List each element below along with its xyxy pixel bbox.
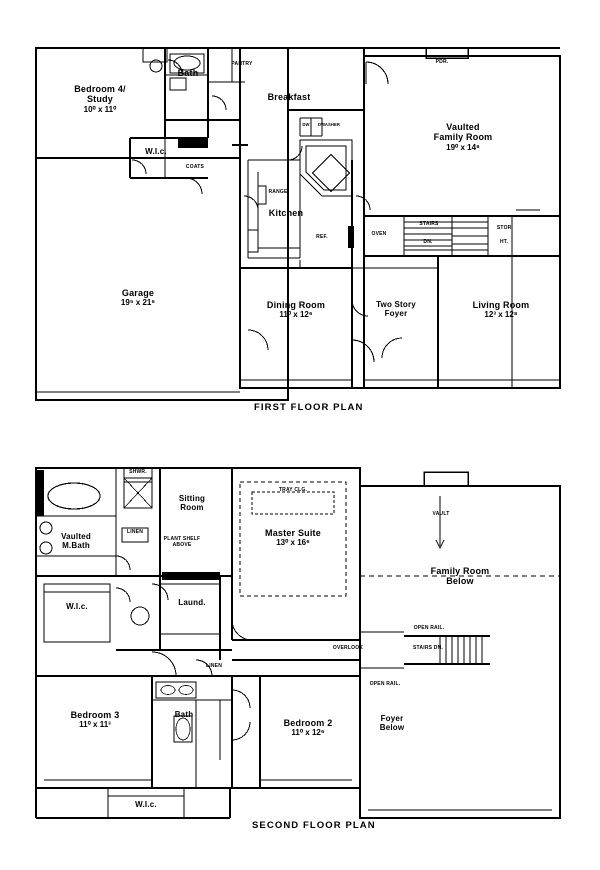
room-foyer-below: Foyer Below [379, 714, 405, 733]
room-breakfast: Breakfast [267, 92, 311, 102]
room-bedroom-2: Bedroom 2 11⁰ x 12⁶ [283, 718, 333, 738]
room-dining: Dining Room 11⁰ x 12⁶ [266, 300, 326, 320]
room-garage: Garage 19⁵ x 21⁶ [120, 288, 156, 308]
label-range: RANGE [268, 189, 288, 195]
label-plant-shelf: PLANT SHELF ABOVE [163, 536, 201, 549]
room-wic-2f: W.I.c. [66, 602, 88, 611]
label-oven: OVEN [371, 231, 387, 237]
room-sitting: Sitting Room [178, 494, 206, 513]
label-dw: DW [302, 122, 310, 127]
wall-fill [162, 572, 220, 580]
label-vault: VAULT [432, 511, 450, 517]
room-bath-2f: Bath [174, 710, 194, 719]
label-stairs-dn: STAIRS DN. [413, 645, 443, 651]
label-pantry: PANTRY [231, 61, 253, 67]
room-master-bath: Vaulted M.Bath [61, 532, 91, 551]
room-foyer-1f: Two Story Foyer [376, 300, 416, 319]
room-master-suite: Master Suite 13⁰ x 16⁶ [265, 528, 321, 548]
wall-fill [36, 470, 44, 516]
label-pdr: PDR. [435, 59, 449, 65]
label-overlook: OVERLOOK [332, 645, 364, 651]
room-kitchen: Kitchen [268, 208, 304, 218]
label-ref: REF. [316, 234, 328, 240]
label-stairs: STAIRS [419, 221, 439, 227]
label-dishwasher: DWASHER [317, 122, 341, 127]
room-laundry: Laund. [178, 598, 206, 607]
first-floor-title: FIRST FLOOR PLAN [254, 402, 364, 413]
room-family-below: Family Room Below [430, 566, 490, 587]
label-ht: HT. [499, 239, 509, 245]
room-wic-lower: W.I.c. [135, 800, 157, 809]
label-linen: LINEN [127, 529, 143, 535]
second-floor-title: SECOND FLOOR PLAN [252, 820, 376, 831]
label-dn: DN. [423, 239, 433, 245]
label-tray-clg: TRAY CLG. [278, 487, 308, 493]
room-living: Living Room 12³ x 12⁸ [472, 300, 530, 320]
room-wic-1f: W.I.c. [145, 147, 167, 156]
room-bath-1f: Bath [177, 68, 199, 78]
label-linen-2: LINEN [206, 663, 222, 669]
label-open-rail-lower: OPEN RAIL. [369, 681, 401, 687]
label-coats: COATS [185, 164, 205, 170]
label-open-rail-top: OPEN RAIL. [413, 625, 445, 631]
room-bedroom4-study: Bedroom 4/ Study 10⁰ x 11⁰ [74, 84, 126, 114]
room-family: Vaulted Family Room 19⁰ x 14⁸ [433, 122, 493, 152]
label-stor: STOR. [496, 225, 514, 231]
room-bedroom-3: Bedroom 3 11⁰ x 11³ [70, 710, 120, 730]
label-shwr: SHWR. [129, 469, 147, 475]
